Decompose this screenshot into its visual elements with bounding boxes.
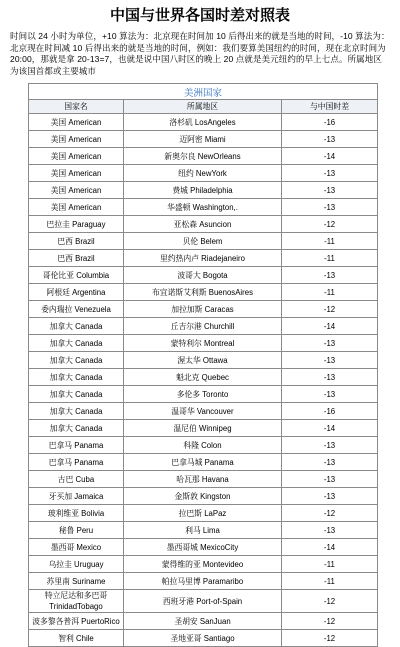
table-row <box>29 630 378 647</box>
table-row <box>29 505 378 522</box>
country-cell: 阿根廷 Argentina <box>29 284 124 301</box>
country-cell: 秘鲁 Peru <box>29 522 124 539</box>
table-row <box>29 284 378 301</box>
table-row <box>29 590 378 613</box>
region-cell: 圣胡安 SanJuan <box>124 613 282 630</box>
region-cell: 拉巴斯 LaPaz <box>124 505 282 522</box>
region-cell: 巴拿马城 Panama <box>124 454 282 471</box>
region-cell: 亚松森 Asuncion <box>124 216 282 233</box>
time-difference-cell: -13 <box>282 199 378 216</box>
region-cell: 加拉加斯 Caracas <box>124 301 282 318</box>
time-difference-table <box>28 83 378 647</box>
country-cell: 乌拉圭 Uruguay <box>29 556 124 573</box>
table-row <box>29 318 378 335</box>
table-row <box>29 437 378 454</box>
table-row <box>29 522 378 539</box>
region-cell: 温哥华 Vancouver <box>124 403 282 420</box>
country-cell: 加拿大 Canada <box>29 403 124 420</box>
country-cell: 加拿大 Canada <box>29 335 124 352</box>
country-cell: 智利 Chile <box>29 630 124 647</box>
country-cell: 特立尼达和多巴哥 TrinidadTobago <box>29 590 124 613</box>
header-region: 所属地区 <box>124 100 282 114</box>
country-cell: 加拿大 Canada <box>29 369 124 386</box>
region-cell: 蒙特利尔 Montreal <box>124 335 282 352</box>
table-row <box>29 539 378 556</box>
country-cell: 巴拉圭 Paraguay <box>29 216 124 233</box>
table-header-row <box>29 100 378 114</box>
table-row <box>29 182 378 199</box>
region-cell: 多伦多 Toronto <box>124 386 282 403</box>
time-difference-cell: -12 <box>282 301 378 318</box>
country-cell: 加拿大 Canada <box>29 318 124 335</box>
table-row <box>29 216 378 233</box>
time-difference-cell: -13 <box>282 437 378 454</box>
country-cell: 巴西 Brazil <box>29 233 124 250</box>
time-difference-cell: -14 <box>282 318 378 335</box>
table-row <box>29 301 378 318</box>
table-row <box>29 335 378 352</box>
country-cell: 委内瑞拉 Venezuela <box>29 301 124 318</box>
region-cell: 墨西哥城 MexicoCity <box>124 539 282 556</box>
table-row <box>29 471 378 488</box>
region-cell: 科隆 Colon <box>124 437 282 454</box>
country-cell: 美国 American <box>29 148 124 165</box>
time-difference-cell: -11 <box>282 573 378 590</box>
time-difference-cell: -11 <box>282 250 378 267</box>
table-row <box>29 556 378 573</box>
country-cell: 巴拿马 Panama <box>29 454 124 471</box>
table-row <box>29 613 378 630</box>
time-difference-cell: -11 <box>282 556 378 573</box>
country-cell: 美国 American <box>29 165 124 182</box>
country-cell: 哥伦比亚 Columbia <box>29 267 124 284</box>
country-cell: 波多黎各普洱 PuertoRico <box>29 613 124 630</box>
table-row <box>29 267 378 284</box>
time-difference-table-wrapper <box>28 83 377 647</box>
table-row <box>29 403 378 420</box>
region-cell: 贝伦 Belem <box>124 233 282 250</box>
region-cell: 蒙得维的亚 Montevideo <box>124 556 282 573</box>
table-row <box>29 148 378 165</box>
region-cell: 新奥尔良 NewOrleans <box>124 148 282 165</box>
country-cell: 玻利维亚 Bolivia <box>29 505 124 522</box>
region-cell: 温尼伯 Winnipeg <box>124 420 282 437</box>
region-cell: 迈阿密 Miami <box>124 131 282 148</box>
country-cell: 美国 American <box>29 131 124 148</box>
time-difference-cell: -13 <box>282 471 378 488</box>
region-cell: 洛杉矶 LosAngeles <box>124 114 282 131</box>
region-cell: 渥太华 Ottawa <box>124 352 282 369</box>
country-cell: 美国 American <box>29 182 124 199</box>
time-difference-cell: -11 <box>282 233 378 250</box>
region-cell: 帕拉马里博 Paramaribo <box>124 573 282 590</box>
country-cell: 美国 American <box>29 199 124 216</box>
table-row <box>29 199 378 216</box>
table-row <box>29 420 378 437</box>
time-difference-cell: -13 <box>282 165 378 182</box>
time-difference-cell: -13 <box>282 352 378 369</box>
table-row <box>29 233 378 250</box>
time-difference-cell: -16 <box>282 114 378 131</box>
time-difference-cell: -12 <box>282 505 378 522</box>
region-cell: 里约热内卢 Riadejaneiro <box>124 250 282 267</box>
region-cell: 圣地亚哥 Santiago <box>124 630 282 647</box>
region-cell: 丘吉尔港 Churchill <box>124 318 282 335</box>
region-cell: 魁北克 Quebec <box>124 369 282 386</box>
region-cell: 华盛顿 Washington,. <box>124 199 282 216</box>
table-row <box>29 454 378 471</box>
country-cell: 加拿大 Canada <box>29 386 124 403</box>
table-row <box>29 488 378 505</box>
table-row <box>29 250 378 267</box>
table-row <box>29 114 378 131</box>
table-row <box>29 352 378 369</box>
table-row <box>29 131 378 148</box>
header-country: 国家名 <box>29 100 124 114</box>
region-cell: 纽约 NewYork <box>124 165 282 182</box>
region-cell: 西班牙港 Port-of-Spain <box>124 590 282 613</box>
country-cell: 美国 American <box>29 114 124 131</box>
time-difference-cell: -13 <box>282 267 378 284</box>
time-difference-cell: -14 <box>282 420 378 437</box>
time-difference-cell: -14 <box>282 148 378 165</box>
country-cell: 古巴 Cuba <box>29 471 124 488</box>
region-cell: 布宜诺斯艾利斯 BuenosAires <box>124 284 282 301</box>
table-body <box>29 114 378 647</box>
table-row <box>29 165 378 182</box>
time-difference-cell: -13 <box>282 131 378 148</box>
time-difference-cell: -12 <box>282 216 378 233</box>
region-cell: 金斯敦 Kingston <box>124 488 282 505</box>
country-cell: 苏里南 Suriname <box>29 573 124 590</box>
time-difference-cell: -13 <box>282 386 378 403</box>
time-difference-cell: -14 <box>282 539 378 556</box>
country-cell: 加拿大 Canada <box>29 420 124 437</box>
region-cell: 波哥大 Bogota <box>124 267 282 284</box>
intro-paragraph: 时间以 24 小时为单位，+10 算法为：北京现在时间加 10 后得出来的就是当地的时间，-10 算法为：北京现在时间减 10 后得出来的就是当地的时间，例如：我们要算美国纽约的时间，现在北京时间为 20:00，那就是拿 20-13=7，也就是说中国八时区的晚上 20 点就是美元纽约的早上七点。所属地区为该国首都或主要城市 <box>10 31 390 76</box>
region-cell: 费城 Philadelphia <box>124 182 282 199</box>
time-difference-cell: -11 <box>282 284 378 301</box>
country-cell: 巴拿马 Panama <box>29 437 124 454</box>
time-difference-cell: -13 <box>282 182 378 199</box>
country-cell: 牙买加 Jamaica <box>29 488 124 505</box>
table-caption: 美洲国家 <box>29 84 378 100</box>
country-cell: 加拿大 Canada <box>29 352 124 369</box>
country-cell: 墨西哥 Mexico <box>29 539 124 556</box>
time-difference-cell: -16 <box>282 403 378 420</box>
time-difference-cell: -13 <box>282 454 378 471</box>
header-time-difference: 与中国时差 <box>282 100 378 114</box>
time-difference-cell: -13 <box>282 369 378 386</box>
table-row <box>29 386 378 403</box>
region-cell: 哈瓦那 Havana <box>124 471 282 488</box>
time-difference-cell: -13 <box>282 522 378 539</box>
time-difference-cell: -13 <box>282 488 378 505</box>
country-cell: 巴西 Brazil <box>29 250 124 267</box>
region-cell: 利马 Lima <box>124 522 282 539</box>
table-row <box>29 369 378 386</box>
table-row <box>29 573 378 590</box>
time-difference-cell: -12 <box>282 590 378 613</box>
time-difference-cell: -12 <box>282 613 378 630</box>
page-title: 中国与世界各国时差对照表 <box>109 7 290 24</box>
time-difference-cell: -13 <box>282 335 378 352</box>
time-difference-cell: -12 <box>282 630 378 647</box>
